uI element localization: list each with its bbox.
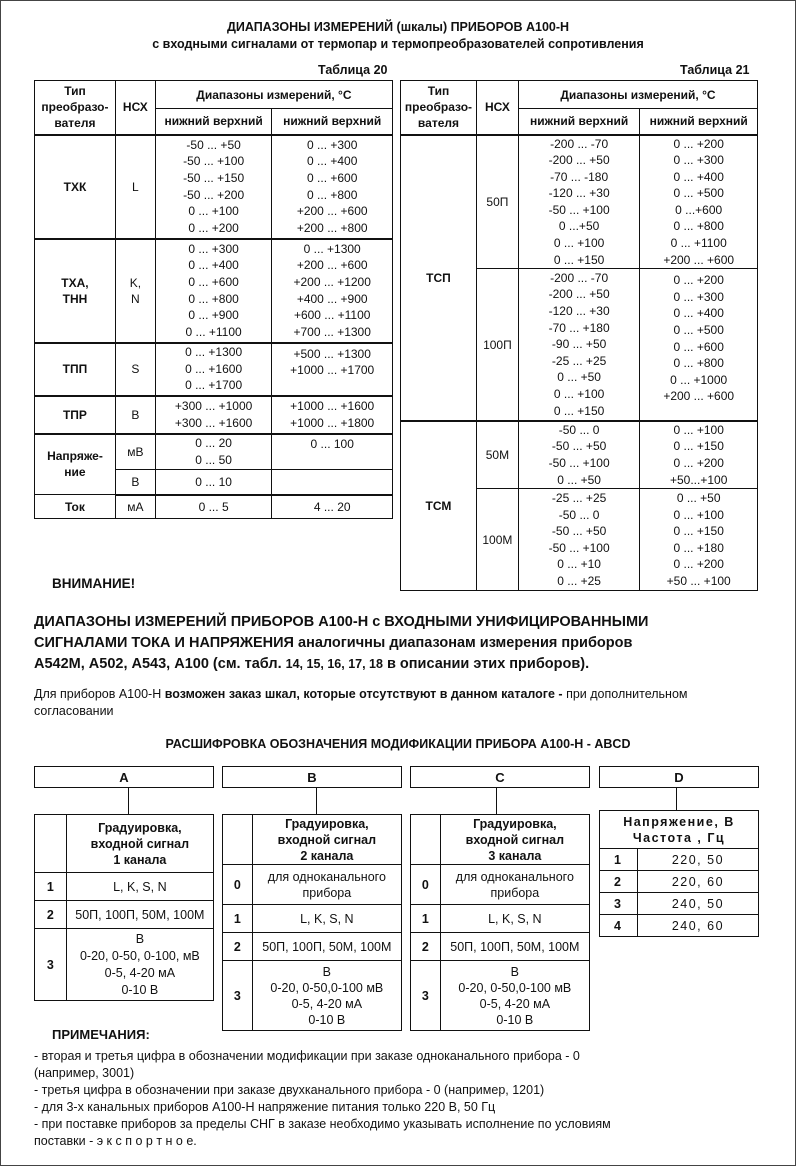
order-note-part2: возможен заказ шкал, которые отсутствуют в данном каталоге - xyxy=(164,687,567,701)
mod-a-value: L, K, S, N xyxy=(66,873,213,901)
table21-tsp-high: 0 ... +200 0 ... +300 0 ... +400 0 ... +500 0 ...+600 0 ... +800 0 ... +1100 +200 ... +600 xyxy=(640,135,758,269)
table20-row-high: 0 ... +1300 +200 ... +600 +200 ... +1200 +400 ... +900 +600 ... +1100 +700 ... +1300 xyxy=(272,239,393,343)
page-title: ДИАПАЗОНЫ ИЗМЕРЕНИЙ (шкалы) ПРИБОРОВ А100-Н xyxy=(226,20,570,34)
mod-d-code: 2 xyxy=(600,871,638,893)
table20-row-nsh: L xyxy=(115,135,155,239)
table21-tsm-high: 0 ... +100 0 ... +150 0 ... +200 +50...+100 xyxy=(640,421,758,489)
table20-voltage-low-mv: 0 ... 20 0 ... 50 xyxy=(155,434,272,470)
unified-line3-c: в описании этих приборов). xyxy=(382,656,590,672)
table20-sub-lower: нижний верхний xyxy=(155,109,272,135)
mod-a-header: Градуировка, входной сигнал 1 канала xyxy=(66,815,213,873)
mod-a-code: 2 xyxy=(35,901,67,929)
mod-c-value: для одноканального прибора xyxy=(440,865,589,905)
mod-c-connector xyxy=(496,788,497,814)
unified-line3 xyxy=(34,654,774,675)
mod-b-value: для одноканального прибора xyxy=(252,865,401,905)
note-item: - для 3-х канальных приборов А100-Н напряжение питания только 220 В, 50 Гц xyxy=(34,1100,496,1114)
note-item: - при поставке приборов за пределы СНГ в заказе необходимо указывать исполнение по условиям поставки - э к с п о р т н о е. xyxy=(34,1117,611,1148)
table20-row-high: +1000 ... +1600 +1000 ... +1800 xyxy=(272,396,393,434)
mod-b-code: 2 xyxy=(223,933,253,961)
table20-voltage-nsh-v: В xyxy=(115,470,155,495)
unified-line3-a: А542М, А502, А543, А100 (см. табл. xyxy=(34,656,286,672)
mod-a-code: 1 xyxy=(35,873,67,901)
table20-row-type: ТПП xyxy=(35,343,116,396)
mod-b-value: В 0-20, 0-50,0-100 мВ 0-5, 4-20 мА 0-10 В xyxy=(252,961,401,1031)
table21-caption: Таблица 21 xyxy=(680,63,750,77)
table21-tsp-type: ТСП xyxy=(401,135,477,421)
mod-c-value: L, K, S, N xyxy=(440,905,589,933)
mod-b-table xyxy=(222,814,402,1031)
order-note-part3: при дополнительном xyxy=(566,687,688,701)
attention-label: ВНИМАНИЕ! xyxy=(52,576,136,591)
mod-c-label: C xyxy=(410,766,590,788)
table21-col-type: Тип преобразо- вателя xyxy=(401,81,477,135)
mod-b-value: L, K, S, N xyxy=(252,905,401,933)
table21-col-ranges: Диапазоны измерений, °С xyxy=(518,81,757,109)
table21-tsm-low: -50 ... 0 -50 ... +50 -50 ... +100 0 ... +50 xyxy=(518,421,640,489)
table21-tsm-low: -25 ... +25 -50 ... 0 -50 ... +50 -50 ... +100 0 ... +10 0 ... +25 xyxy=(518,489,640,591)
unified-line2: СИГНАЛАМИ ТОКА И НАПРЯЖЕНИЯ аналогичны диапазонам измерения приборов xyxy=(34,635,633,651)
table20-row-nsh: S xyxy=(115,343,155,396)
table21-tsm-nsh: 100М xyxy=(476,489,518,591)
mod-d-value: 240, 60 xyxy=(637,915,758,937)
unified-paragraph xyxy=(34,612,774,675)
table21-col-nsh: НСХ xyxy=(476,81,518,135)
mod-c-code: 1 xyxy=(411,905,441,933)
mod-c-value: 50П, 100П, 50М, 100М xyxy=(440,933,589,961)
mod-d-code: 4 xyxy=(600,915,638,937)
order-note xyxy=(34,686,774,720)
table20-voltage-nsh-mv: мВ xyxy=(115,434,155,470)
mod-d-connector xyxy=(676,788,677,810)
mod-a-connector xyxy=(128,788,129,814)
table20-caption: Таблица 20 xyxy=(318,63,388,77)
mod-d-code: 1 xyxy=(600,849,638,871)
table20-current-low: 0 ... 5 xyxy=(155,495,272,519)
table20-current-type: Ток xyxy=(35,495,116,519)
mod-b-code: 0 xyxy=(223,865,253,905)
mod-c-code: 3 xyxy=(411,961,441,1031)
table20 xyxy=(34,80,393,519)
table20-row-type: ТХА, ТНН xyxy=(35,239,116,343)
table21 xyxy=(400,80,758,591)
table20-col-nsh: НСХ xyxy=(115,81,155,135)
table21-tsp-low: -200 ... -70 -200 ... +50 -120 ... +30 -70 ... +180 -90 ... +50 -25 ... +25 0 ... +50 0 ... +100 0 ... +150 xyxy=(518,269,640,421)
mod-d-table xyxy=(599,810,759,937)
mod-a-code: 3 xyxy=(35,929,67,1001)
table20-sub-upper: нижний верхний xyxy=(272,109,393,135)
table20-row-low: 0 ... +1300 0 ... +1600 0 ... +1700 xyxy=(155,343,272,396)
decode-title: РАСШИФРОВКА ОБОЗНАЧЕНИЯ МОДИФИКАЦИИ ПРИБОРА А100-Н - ABCD xyxy=(165,737,631,751)
table21-sub-lower: нижний верхний xyxy=(518,109,640,135)
table20-voltage-high-v xyxy=(272,470,393,495)
unified-line1: ДИАПАЗОНЫ ИЗМЕРЕНИЙ ПРИБОРОВ А100-Н с ВХОДНЫМИ УНИФИЦИРОВАННЫМИ xyxy=(34,614,649,630)
notes-list xyxy=(34,1048,774,1150)
mod-b-code: 3 xyxy=(223,961,253,1031)
unified-line3-tables: 14, 15, 16, 17, 18 xyxy=(285,657,383,671)
table20-row-high: +500 ... +1300 +1000 ... +1700 xyxy=(272,343,393,396)
table20-row-type: ТХК xyxy=(35,135,116,239)
page-subtitle: с входными сигналами от термопар и термопреобразователей сопротивления xyxy=(152,37,644,51)
mod-c-value: В 0-20, 0-50,0-100 мВ 0-5, 4-20 мА 0-10 В xyxy=(440,961,589,1031)
table21-sub-upper: нижний верхний xyxy=(640,109,758,135)
mod-b-header: Градуировка, входной сигнал 2 канала xyxy=(252,815,401,865)
table20-row-type: ТПР xyxy=(35,396,116,434)
mod-b-code: 1 xyxy=(223,905,253,933)
table21-tsm-nsh: 50М xyxy=(476,421,518,489)
table20-row-low: 0 ... +300 0 ... +400 0 ... +600 0 ... +800 0 ... +900 0 ... +1100 xyxy=(155,239,272,343)
table20-col-ranges: Диапазоны измерений, °С xyxy=(155,81,392,109)
mod-a-value: В 0-20, 0-50, 0-100, мВ 0-5, 4-20 мА 0-10 В xyxy=(66,929,213,1001)
mod-b-label: B xyxy=(222,766,402,788)
mod-d-code: 3 xyxy=(600,893,638,915)
mod-a-value: 50П, 100П, 50М, 100М xyxy=(66,901,213,929)
table21-tsm-high: 0 ... +50 0 ... +100 0 ... +150 0 ... +180 0 ... +200 +50 ... +100 xyxy=(640,489,758,591)
table20-voltage-high-mv: 0 ... 100 xyxy=(272,434,393,470)
table20-voltage-low-v: 0 ... 10 xyxy=(155,470,272,495)
mod-d-value: 220, 60 xyxy=(637,871,758,893)
table20-current-high: 4 ... 20 xyxy=(272,495,393,519)
mod-d-value: 220, 50 xyxy=(637,849,758,871)
mod-a-label: A xyxy=(34,766,214,788)
table20-row-nsh: B xyxy=(115,396,155,434)
mod-c-code: 0 xyxy=(411,865,441,905)
table20-row-low: +300 ... +1000 +300 ... +1600 xyxy=(155,396,272,434)
mod-c-code: 2 xyxy=(411,933,441,961)
table21-tsp-high: 0 ... +200 0 ... +300 0 ... +400 0 ... +500 0 ... +600 0 ... +800 0 ... +1000 +200 ... +600 xyxy=(640,269,758,421)
table20-row-nsh: K, N xyxy=(115,239,155,343)
notes-title: ПРИМЕЧАНИЯ: xyxy=(52,1027,150,1042)
order-note-part1: Для приборов А100-Н xyxy=(34,687,165,701)
mod-d-value: 240, 50 xyxy=(637,893,758,915)
table21-tsm-type: ТСМ xyxy=(401,421,477,591)
mod-c-header: Градуировка, входной сигнал 3 канала xyxy=(440,815,589,865)
mod-b-connector xyxy=(316,788,317,814)
table20-row-high: 0 ... +300 0 ... +400 0 ... +600 0 ... +800 +200 ... +600 +200 ... +800 xyxy=(272,135,393,239)
table20-voltage-type: Напряже- ние xyxy=(35,434,116,495)
note-item: - третья цифра в обозначении при заказе двухканального прибора - 0 (например, 1201) xyxy=(34,1083,545,1097)
table21-tsp-low: -200 ... -70 -200 ... +50 -70 ... -180 -120 ... +30 -50 ... +100 0 ...+50 0 ... +100 0 ... +150 xyxy=(518,135,640,269)
mod-d-label: D xyxy=(599,766,759,788)
table20-current-nsh: мА xyxy=(115,495,155,519)
order-note-part4: согласовании xyxy=(34,704,114,718)
mod-d-header: Напряжение, В Частота , Гц xyxy=(600,811,759,849)
mod-c-table xyxy=(410,814,590,1031)
table21-tsp-nsh: 50П xyxy=(476,135,518,269)
mod-b-value: 50П, 100П, 50М, 100М xyxy=(252,933,401,961)
note-item: - вторая и третья цифра в обозначении модификации при заказе одноканального прибора - 0 (например, 3001) xyxy=(34,1049,580,1080)
table20-col-type: Тип преобразо- вателя xyxy=(35,81,116,135)
mod-a-table xyxy=(34,814,214,1001)
table21-tsp-nsh: 100П xyxy=(476,269,518,421)
table20-row-low: -50 ... +50 -50 ... +100 -50 ... +150 -50 ... +200 0 ... +100 0 ... +200 xyxy=(155,135,272,239)
